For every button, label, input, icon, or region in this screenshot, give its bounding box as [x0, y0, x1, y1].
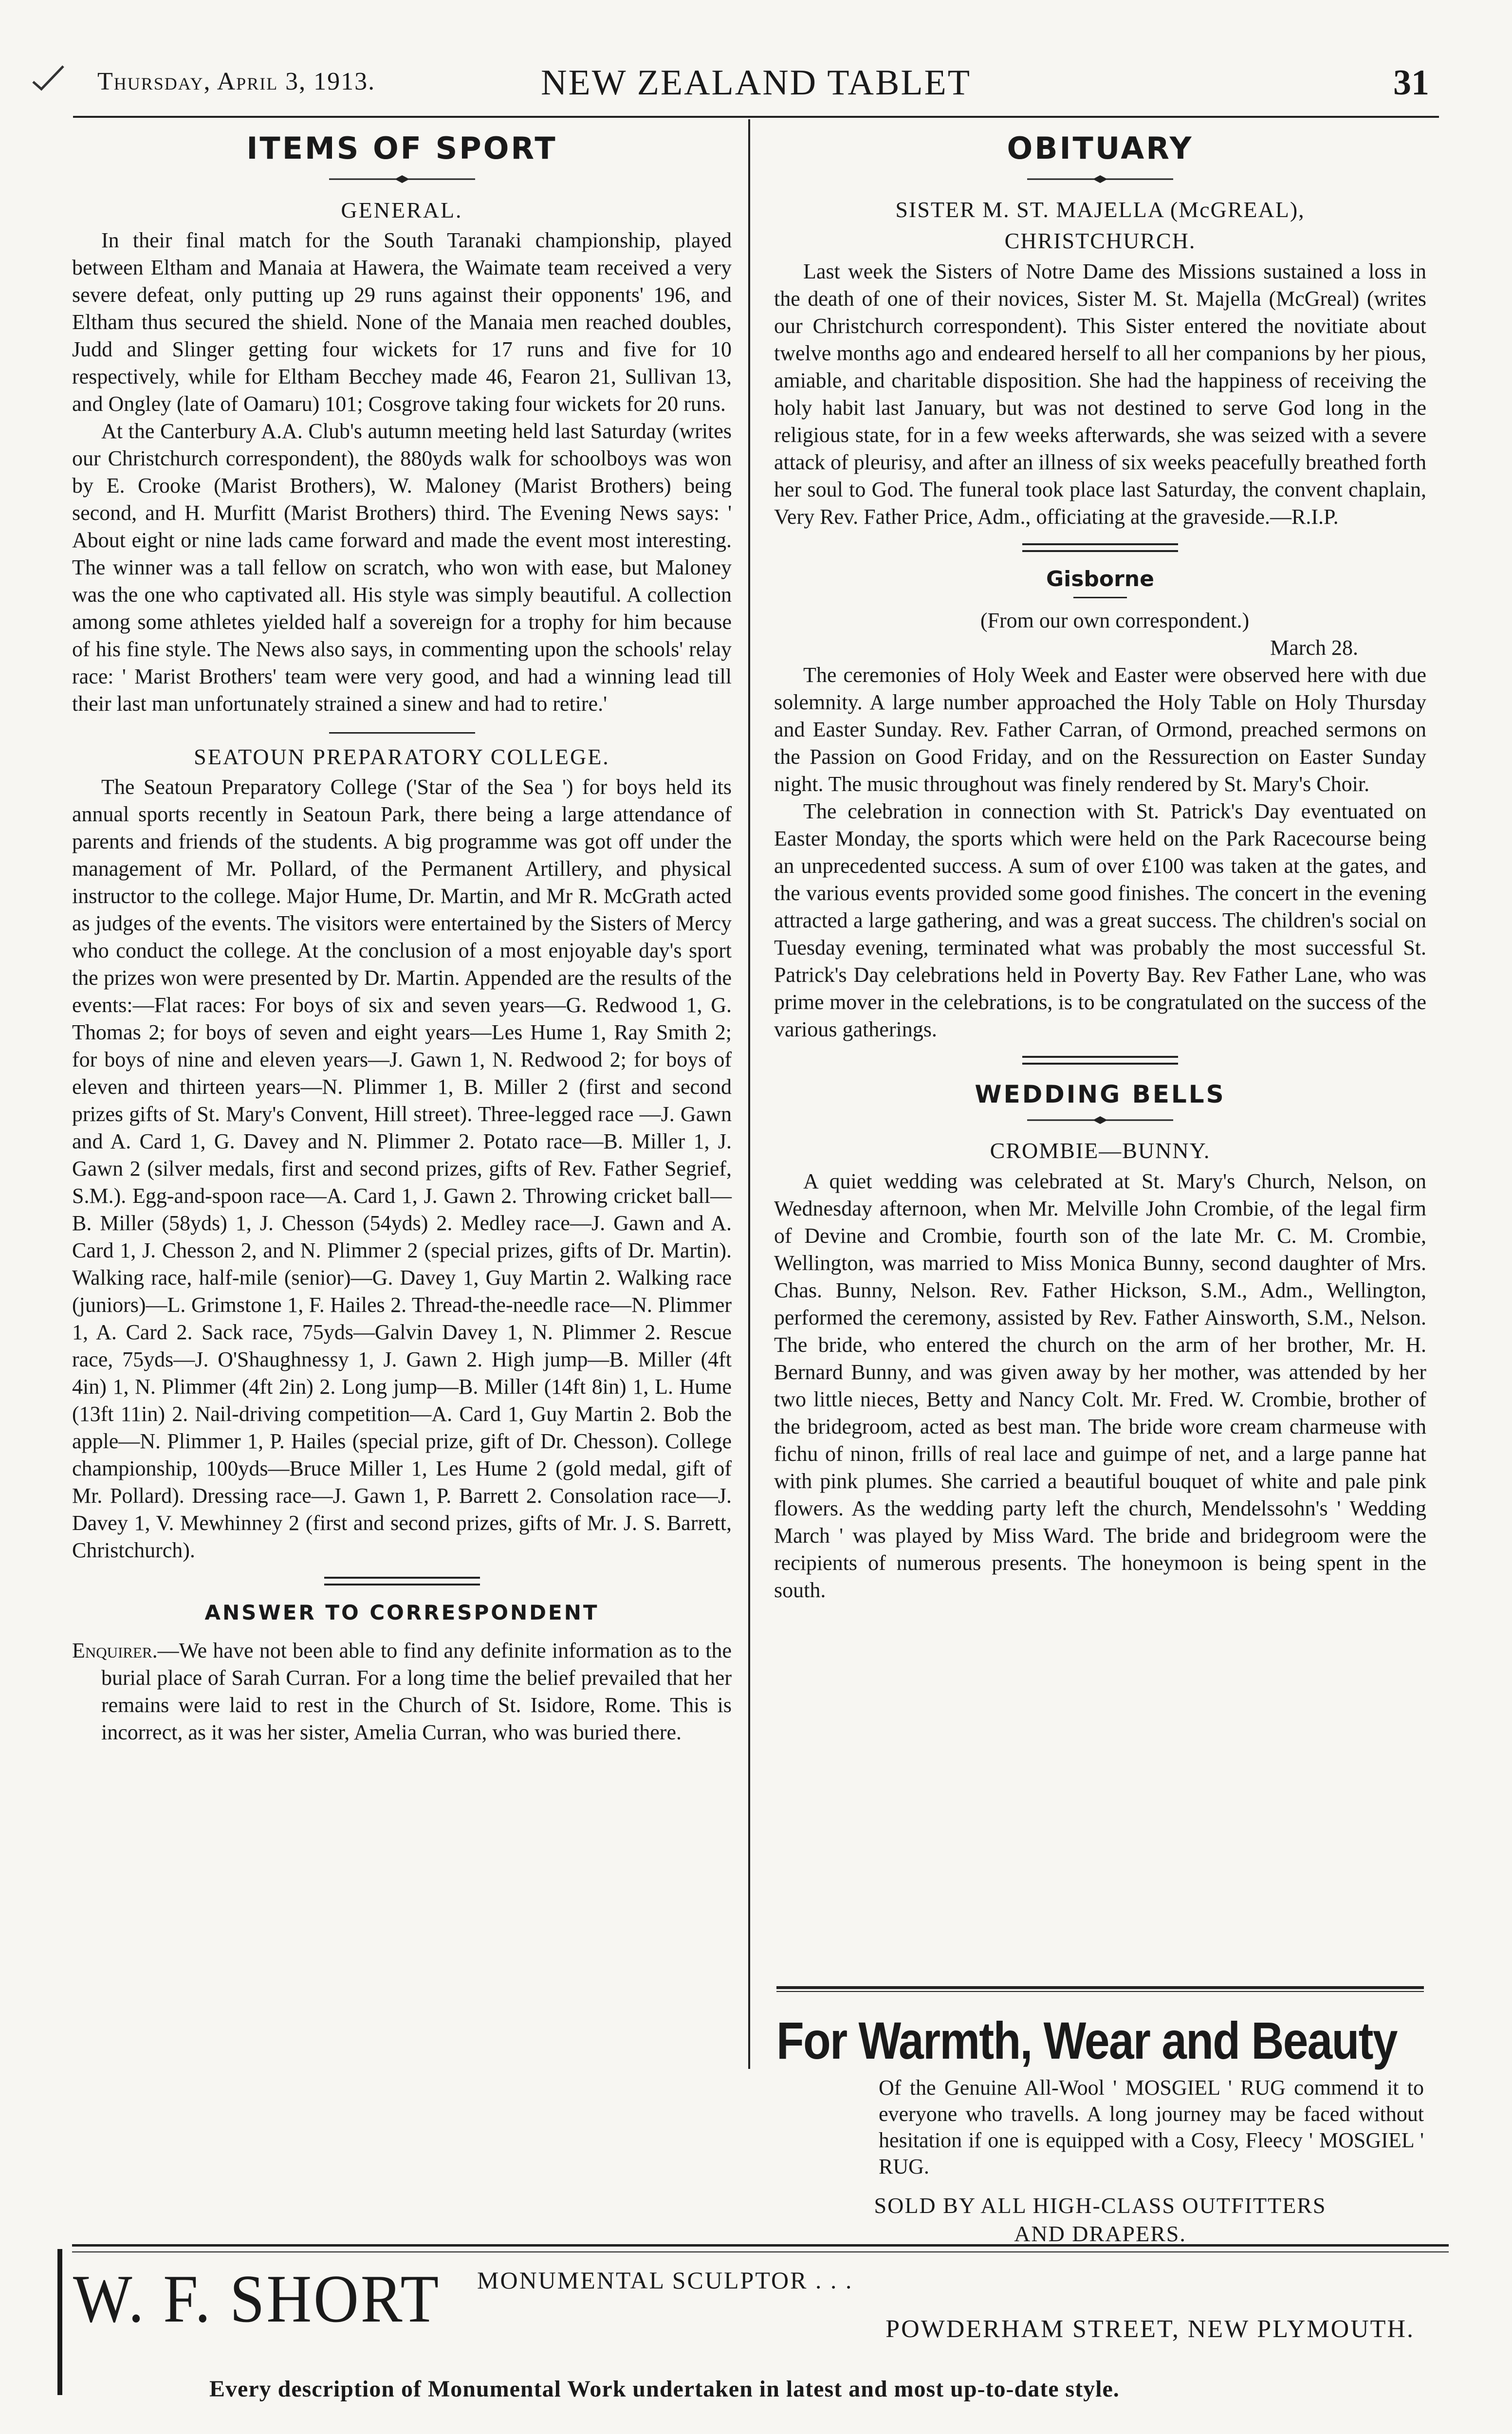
sculptor-trade: MONUMENTAL SCULPTOR . . .	[477, 2267, 853, 2294]
gisborne-date: March 28.	[1270, 636, 1358, 660]
correspondent-answer	[72, 1637, 732, 1746]
seatoun-paragraph: The Seatoun Preparatory College ('Star of the Sea ') for boys held its annual sports recently in Seatoun Park, there being a large attendance of parents and friends of the students. A big programme was got off under the management of Mr. Pollard, of the Permanent Artillery, and physical instructor to the college. Major Hume, Dr. Martin, and Mr R. McGrath acted as judges of the events. The visitors were entertained by the Sisters of Mercy who conduct the college. At the conclusion of a most enjoyable day's sport the prizes won were presented by Dr. Martin. Appended are the results of the events:—Flat races: For boys of six and seven years—G. Redwood 1, G. Thomas 2; for boys of seven and eight years—Les Hume 1, Ray Smith 2; for boys of nine and eleven years—J. Gawn 1, N. Redwood 2; for boys of eleven and thirteen years—N. Plimmer 1, B. Miller 2 (first and second prizes gifts of St. Mary's Convent, Hill street). Three-legged race —J. Gawn and A. Card 1, G. Davey and N. Plimmer 2. Potato race—B. Miller 1, J. Gawn 2 (silver medals, first and second prizes, gifts of Rev. Father Segrief, S.M.). Egg-and-spoon race—A. Card 1, J. Gawn 2. Throwing cricket ball—B. Miller (58yds) 1, J. Chesson (54yds) 2. Medley race—J. Gawn and A. Card 1, J. Chesson 2, and N. Plimmer 2 (special prizes, gifts of Dr. Martin). Walking race, half-mile (senior)—G. Davey 1, Guy Martin 2. Walking race (juniors)—L. Grimstone 1, F. Hailes 2. Thread-the-needle race—N. Plimmer 1, A. Card 2. Sack race, 75yds—Galvin Davey 1, N. Plimmer 2. Rescue race, 75yds—J. O'Shaughnessy 1, J. Gawn 2. High jump—B. Miller (4ft 4in) 1, N. Plimmer (4ft 2in) 2. Long jump—B. Miller (14ft 8in) 1, L. Hume (13ft 11in) 2. Nail-driving competition—A. Card 1, Guy Martin 2. Bob the apple—N. Plimmer 1, P. Hailes (special prize, gift of Dr. Chesson). College championship, 100yds—Bruce Miller 1, Les Hume 2 (gold medal, gift of Mr. Pollard). Dressing race—J. Gawn 1, P. Barrett 2. Consolation race—J. Davey 1, V. Mewhinney 2 (first and second prizes, gifts of Mr. J. S. Barrett, Christchurch).	[72, 775, 732, 1562]
advert-rule	[776, 1986, 1424, 1989]
issue-date: Thursday, April 3, 1913.	[97, 68, 376, 95]
sculptor-address: POWDERHAM STREET, NEW PLYMOUTH.	[885, 2315, 1415, 2343]
general-heading: GENERAL.	[341, 198, 463, 222]
pencil-tick-mark	[29, 62, 68, 96]
gisborne-paragraph: The ceremonies of Holy Week and Easter were observed here with due solemnity. A large number approached the Holy Table on Holy Thursday and Easter Sunday. Rev. Father Carran, of Ormond, preached sermons on the Passion on Good Friday, and on the Ressurection on Easter Sunday night. The music throughout was finely rendered by St. Mary's Choir.	[774, 663, 1426, 796]
obituary-section-title: OBITUARY	[1007, 130, 1194, 166]
masthead	[73, 62, 1439, 106]
page-number: 31	[1393, 63, 1429, 103]
obituary-paragraph: Last week the Sisters of Notre Dame des Missions sustained a loss in the death of one of their novices, Sister M. St. Majella (McGreal) (writes our Christchurch correspondent). This Sister entered the novitiate about twelve months ago and endeared herself to all her companions by her pious, amiable, and charitable disposition. She had the happiness of receiving the holy habit last January, but was not destined to serve God long in the religious state, for in a few weeks afterwards, she was seized with a severe attack of pleurisy, and after an illness of six weeks peacefully breathed forth her soul to God. The funeral took place last Saturday, the convent chaplain, Very Rev. Father Price, Adm., officiating at the graveside.—R.I.P.	[774, 259, 1426, 529]
left-column	[72, 127, 732, 1746]
sculptor-name: W. F. SHORT	[73, 2261, 441, 2337]
sport-paragraph: In their final match for the South Taranaki championship, played between Eltham and Manaia at Hawera, the Waimate team received a very severe defeat, only putting up 29 runs against their opponents' 196, and Eltham thus secured the shield. None of the Manaia men reached doubles, Judd and Slinger getting four wickets for 17 runs and five for 10 respectively, while for Eltham Becchey made 46, Fearon 21, Sullivan 13, and Ongley (late of Oamaru) 101; Cosgrove taking four wickets for 20 runs.	[72, 228, 732, 416]
correspondent-text: —We have not been able to find any definite information as to the burial place of Sarah Curran. For a long time the belief prevailed that her remains were laid to rest in the Church of St. Isidore, Rome. This is incorrect, as it was her sister, Amelia Curran, who was buried there.	[101, 1639, 732, 1744]
correspondent-title: ANSWER TO CORRESPONDENT	[204, 1601, 599, 1624]
sport-section-title: ITEMS OF SPORT	[246, 130, 557, 166]
right-column	[774, 127, 1426, 1604]
advert-headline: For Warmth, Wear and Beauty	[776, 2011, 1397, 2070]
enquirer-label: Enquirer.	[72, 1639, 158, 1662]
advert-body: Of the Genuine All-Wool ' MOSGIEL ' RUG commend it to everyone who travells. A long journey may be faced without hesitation if one is equipped with a Cosy, Fleecy ' MOSGIEL ' RUG.	[879, 2076, 1424, 2178]
advert-sold-line-1: SOLD BY ALL HIGH-CLASS OUTFITTERS	[874, 2193, 1327, 2218]
wedding-section-title: WEDDING BELLS	[975, 1080, 1226, 1108]
margin-bar	[57, 2249, 62, 2395]
advert-sold-line-2: AND DRAPERS.	[1014, 2221, 1186, 2246]
obituary-heading-2: CHRISTCHURCH.	[1004, 228, 1196, 253]
seatoun-heading: SEATOUN PREPARATORY COLLEGE.	[194, 744, 610, 769]
section-rule	[329, 732, 475, 734]
sculptor-tagline: Every description of Monumental Work undertaken in latest and most up-to-date style.	[209, 2376, 1120, 2402]
small-rule	[1073, 597, 1127, 598]
rug-advertisement	[776, 1986, 1424, 2248]
obituary-heading-1: SISTER M. ST. MAJELLA (McGREAL),	[895, 197, 1305, 222]
double-rule	[1022, 543, 1178, 552]
banner-rule	[72, 2251, 1449, 2252]
column-divider	[748, 119, 750, 2069]
wedding-heading: CROMBIE—BUNNY.	[990, 1138, 1211, 1163]
double-rule	[324, 1577, 480, 1586]
wedding-paragraph: A quiet wedding was celebrated at St. Mary's Church, Nelson, on Wednesday afternoon, when Mr. Melville John Crombie, of the legal firm of Devine and Crombie, fourth son of the late Mr. C. M. Crombie, Wellington, was married to Miss Monica Bunny, second daughter of Mrs. Chas. Bunny, Nelson. Rev. Father Hickson, S.M., Adm., Wellington, performed the ceremony, assisted by Rev. Father Ainsworth, S.M., Nelson. The bride, who entered the church on the arm of her brother, Mr. H. Bernard Bunny, and was given away by her mother, was attended by her two little nieces, Betty and Nancy Colt. Mr. Fred. W. Crombie, brother of the bridegroom, acted as best man. The bride wore cream charmeuse with fichu of ninon, frills of real lace and guimpe of net, and a large panne hat with pink plumes. She carried a beautiful bouquet of white and pale pink flowers. As the wedding party left the church, Mendelssohn's ' Wedding March ' was played by Miss Ward. The bride and bridegroom were the recipients of numerous presents. The honeymoon is being spent in the south.	[774, 1169, 1426, 1602]
masthead-rule	[73, 116, 1439, 118]
gisborne-paragraph: The celebration in connection with St. Patrick's Day eventuated on Easter Monday, the sports which were held on the Park Racecourse being an unprecedented success. A sum of over £100 was taken at the gates, and the various events provided some good finishes. The concert in the evening attracted a large gathering, and was a great success. The children's social on Tuesday evening, terminated what was probably the most successful St. Patrick's Day celebrations held in Poverty Bay. Rev Father Lane, who was prime mover in the celebrations, is to be congratulated on the success of the various gatherings.	[774, 799, 1426, 1041]
double-rule	[1022, 1056, 1178, 1065]
ornament-rule	[1027, 1115, 1173, 1125]
gisborne-byline: (From our own correspondent.)	[980, 608, 1250, 632]
gisborne-heading: Gisborne	[1046, 567, 1154, 591]
banner-rule	[72, 2244, 1449, 2247]
ornament-rule	[1027, 174, 1173, 184]
newspaper-title: NEW ZEALAND TABLET	[541, 63, 971, 103]
sport-paragraph: At the Canterbury A.A. Club's autumn meeting held last Saturday (writes our Christchurch correspondent), the 880yds walk for schoolboys was won by E. Crooke (Marist Brothers), W. Maloney (Marist Brothers) being second, and H. Murfitt (Marist Brothers) third. The Evening News says: ' About eight or nine lads came forward and made the event most interesting. The winner was a tall fellow on scratch, who won with ease, but Maloney was the one who captivated all. His style was simply beautiful. A collection among some athletes yielded half a sovereign for a trophy for him because of his fine style. The News also says, in commenting upon the schools' relay race: ' Marist Brothers' team were very good, and had a winning lead till their last man unfortunately strained a sinew and had to retire.'	[72, 419, 732, 716]
ornament-rule	[329, 174, 475, 184]
advert-rule	[776, 1991, 1424, 1992]
